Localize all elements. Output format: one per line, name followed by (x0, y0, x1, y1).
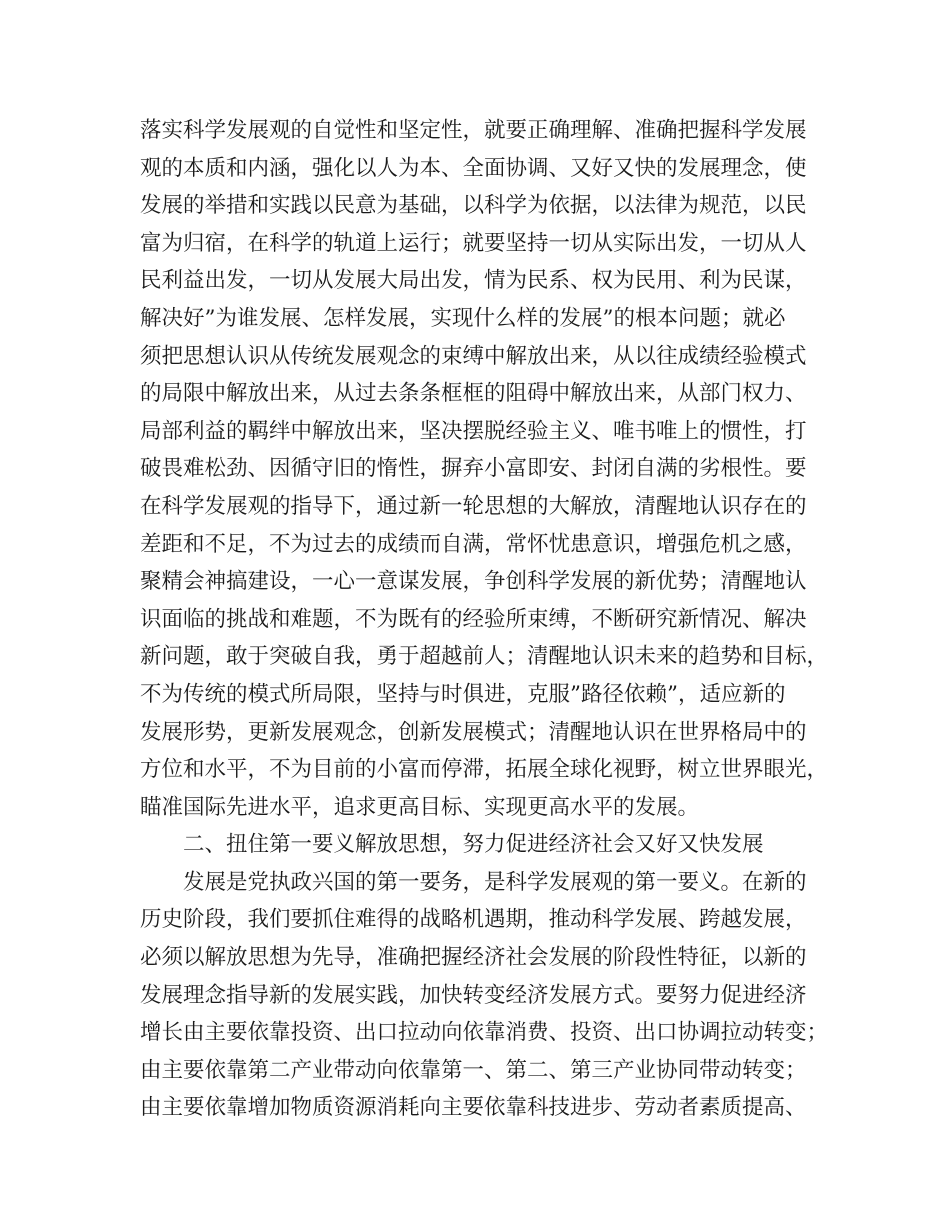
text-line: 由主要依靠第二产业带动向依靠第一、第二、第三产业协同带动转变； (140, 1057, 807, 1083)
text-line: 聚精会神搞建设，一心一意谋发展，争创科学发展的新优势；清醒地认 (140, 569, 807, 595)
text-line: 发展的举措和实践以民意为基础，以科学为依据，以法律为规范，以民 (140, 193, 807, 219)
section-heading: 二、扭住第一要义解放思想，努力促进经济社会又好又快发展 (183, 832, 764, 858)
text-line: 增长由主要依靠投资、出口拉动向依靠消费、投资、出口协调拉动转变； (140, 1020, 829, 1046)
text-line: 发展理念指导新的发展实践，加快转变经济发展方式。要努力促进经济 (140, 982, 807, 1008)
text-line: 局部利益的羁绊中解放出来，坚决摆脱经验主义、唯书唯上的惯性，打 (140, 418, 807, 444)
text-line: 破畏难松劲、因循守旧的惰性，摒弃小富即安、封闭自满的劣根性。要 (140, 456, 807, 482)
text-line: 瞄准国际先进水平，追求更高目标、实现更高水平的发展。 (140, 794, 700, 820)
text-line: 的局限中解放出来，从过去条条框框的阻碍中解放出来，从部门权力、 (140, 381, 807, 407)
text-line: 不为传统的模式所局限，坚持与时俱进，克服”路径依赖”，适应新的 (140, 681, 786, 707)
text-line: 差距和不足，不为过去的成绩而自满，常怀忧患意识，增强危机之感， (140, 531, 807, 557)
text-line: 发展是党执政兴国的第一要务，是科学发展观的第一要义。在新的 (183, 869, 807, 895)
text-line: 富为归宿，在科学的轨道上运行；就要坚持一切从实际出发，一切从人 (140, 230, 807, 256)
text-line: 观的本质和内涵，强化以人为本、全面协调、又好又快的发展理念，使 (140, 155, 807, 181)
text-line: 须把思想认识从传统发展观念的束缚中解放出来，从以往成绩经验模式 (140, 343, 807, 369)
text-line: 解决好”为谁发展、怎样发展，实现什么样的发展”的根本问题；就必 (140, 305, 786, 331)
text-line: 新问题，敢于突破自我，勇于超越前人；清醒地认识未来的趋势和目标， (140, 644, 829, 670)
text-line: 历史阶段，我们要抓住难得的战略机遇期，推动科学发展、跨越发展， (140, 907, 807, 933)
text-line: 发展形势，更新发展观念，创新发展模式；清醒地认识在世界格局中的 (140, 719, 807, 745)
body-text (140, 112, 830, 1127)
text-line: 落实科学发展观的自觉性和坚定性，就要正确理解、准确把握科学发展 (140, 118, 807, 143)
text-line: 方位和水平，不为目前的小富而停滞，拓展全球化视野，树立世界眼光， (140, 757, 829, 783)
text-line: 民利益出发，一切从发展大局出发，情为民系、权为民用、利为民谋， (140, 268, 807, 294)
text-line: 在科学发展观的指导下，通过新一轮思想的大解放，清醒地认识存在的 (140, 493, 807, 519)
text-line: 必须以解放思想为先导，准确把握经济社会发展的阶段性特征，以新的 (140, 945, 807, 971)
text-line: 识面临的挑战和难题，不为既有的经验所束缚，不断研究新情况、解决 (140, 606, 807, 632)
text-line: 由主要依靠增加物质资源消耗向主要依靠科技进步、劳动者素质提高、 (140, 1095, 807, 1121)
